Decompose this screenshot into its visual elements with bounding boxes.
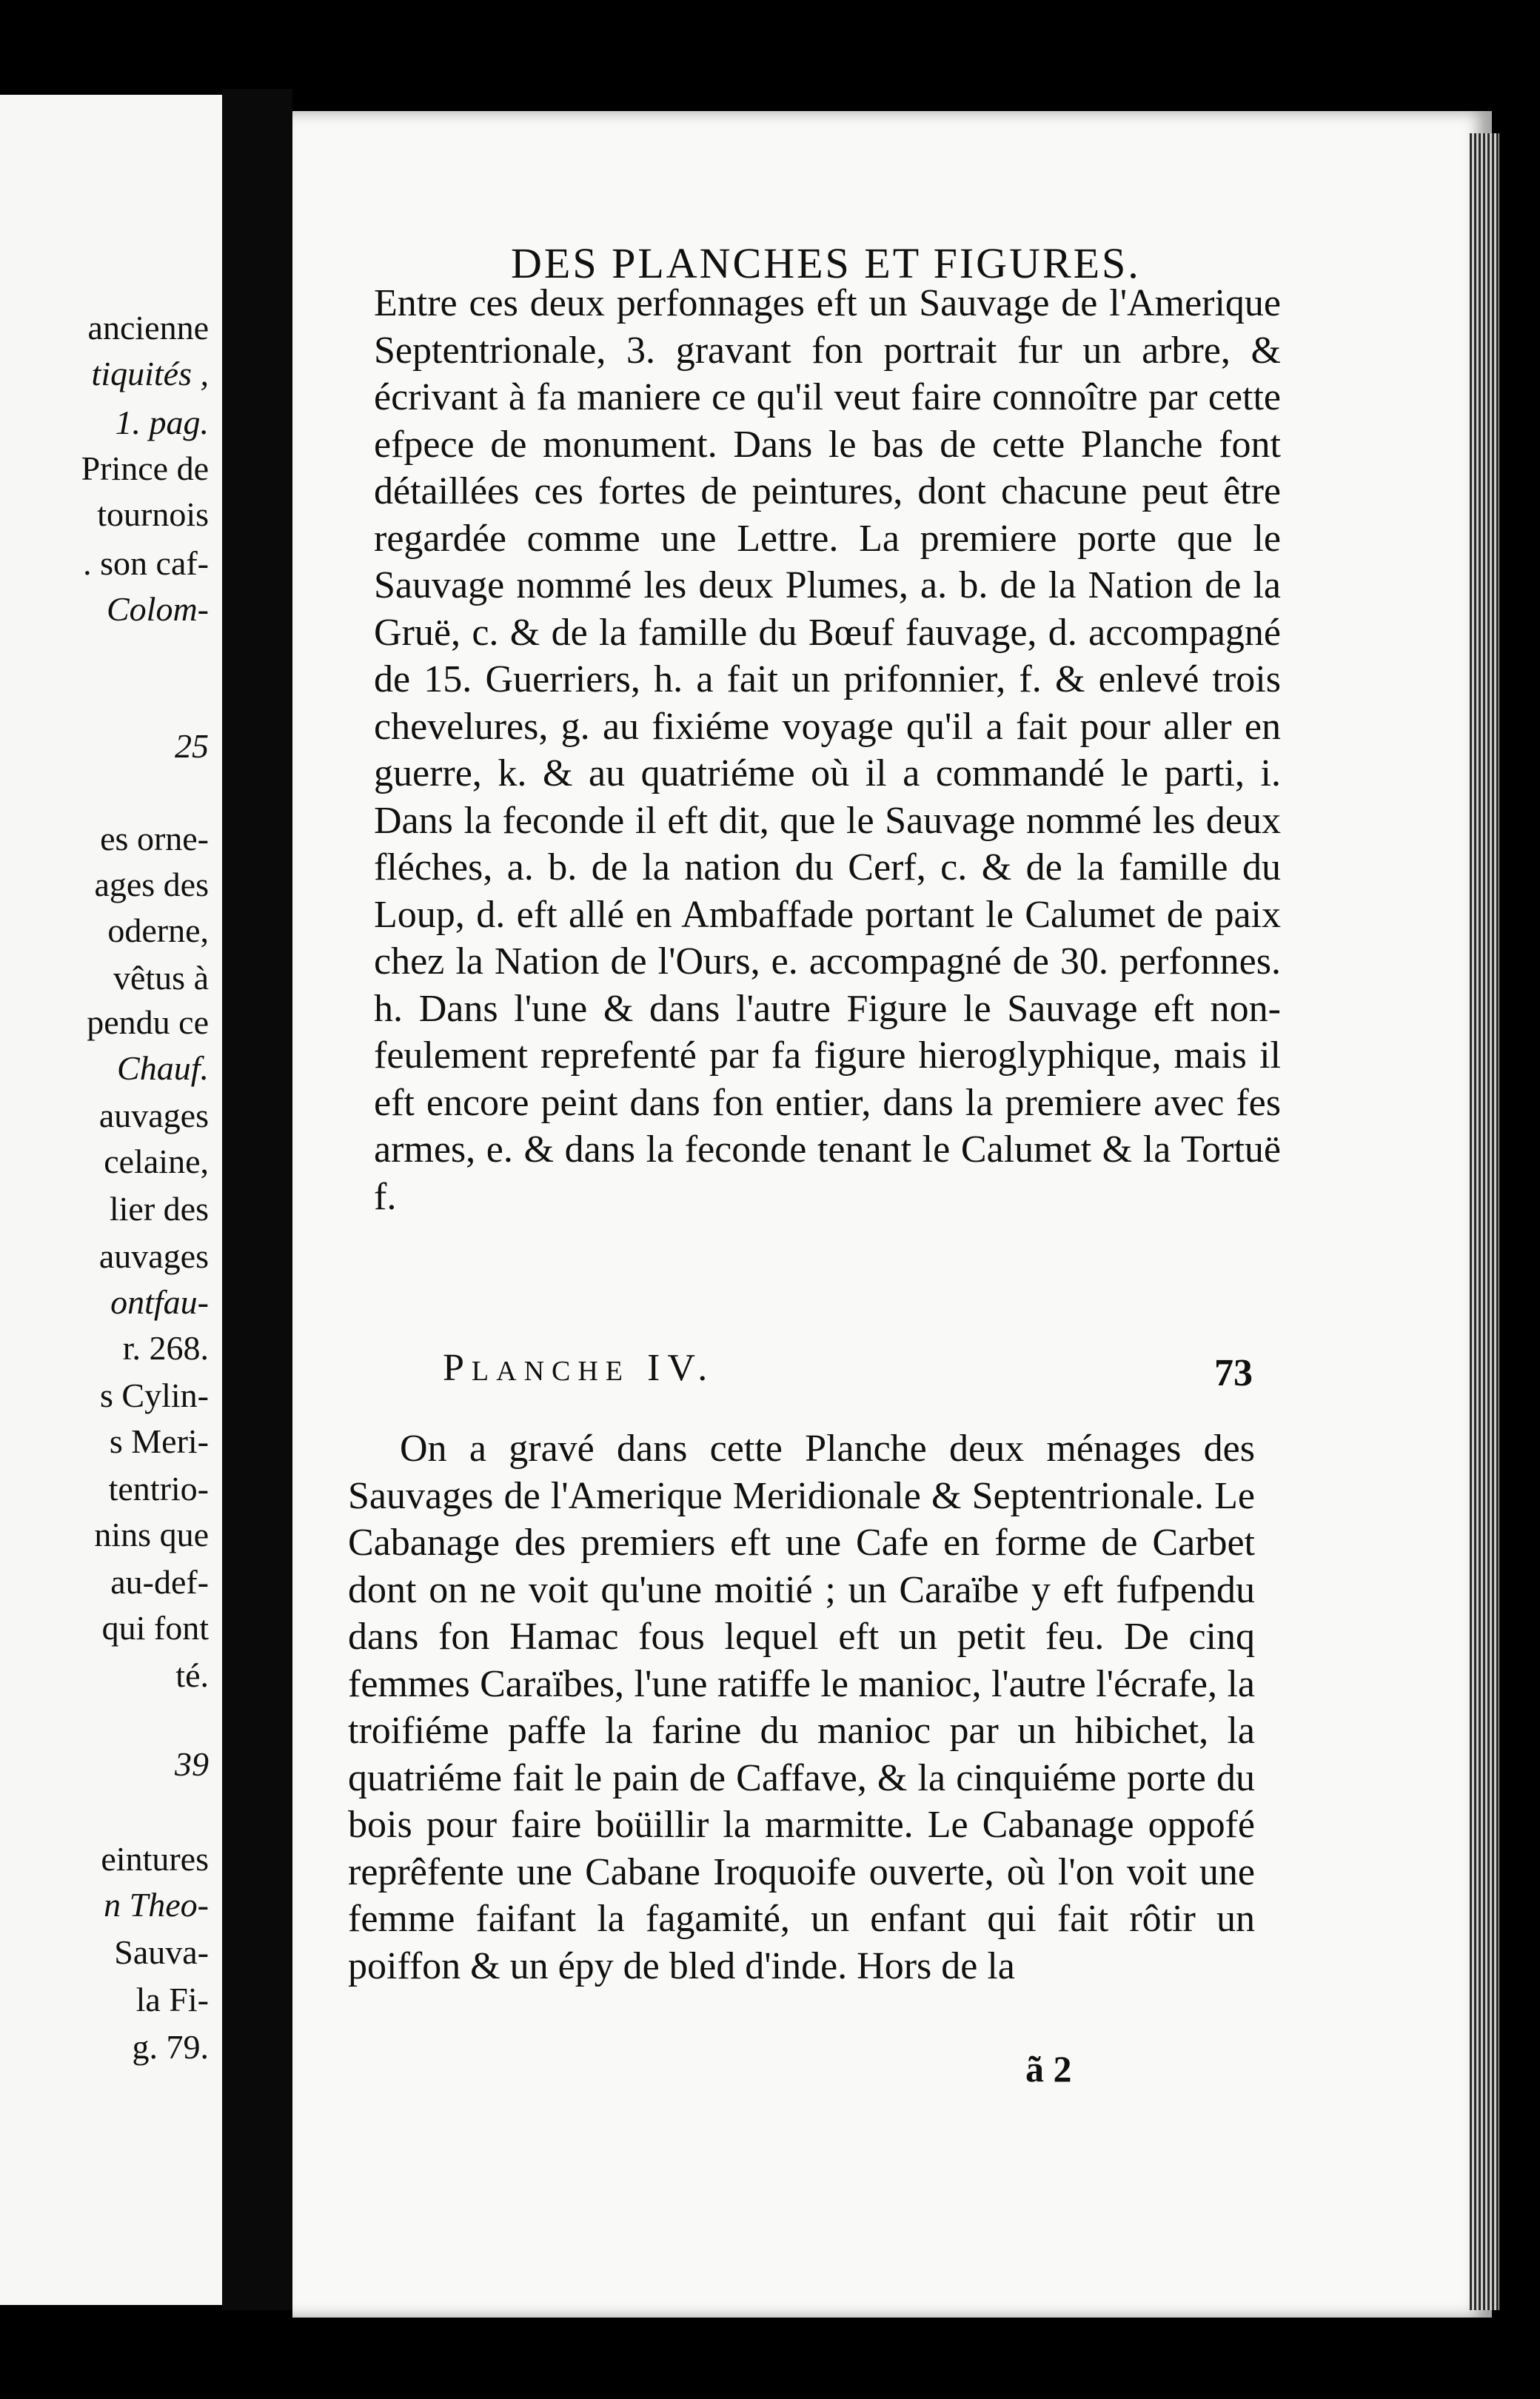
left-page-line: Prince de <box>81 449 209 487</box>
left-page-line: auvages <box>98 1237 209 1275</box>
left-page-line: r. 268. <box>122 1329 209 1367</box>
plate-title-smallcaps: LANCHE <box>471 1356 631 1387</box>
left-page-line: pendu ce <box>87 1003 209 1041</box>
page-number: 73 <box>1214 1352 1253 1394</box>
paragraph-2: On a gravé dans cette Planche deux ménages des Sauvages de l'Amerique Meridionale & Septentrionale. Le Cabanage des premiers eft une Cafe en forme de Carbet dont on ne voit qu'une moitié ; un Caraïbe y eft fufpendu dans fon Hamac fous lequel eft un petit feu. De cinq femmes Caraïbes, l'une ratiffe le manioc, l'autre l'écrafe, la troifiéme paffe la farine du manioc par un hibichet, la quatriéme fait le pain de Caffave, & la cinquiéme porte du bois pour faire boüillir la marmitte. Le Cabanage oppofé reprêfente une Cabane Iroquoife ouverte, où l'on voit une femme faifant la fagamité, un enfant qui fait rôtir un poiffon & un épy de bled d'inde. Hors de la <box>348 1428 1255 1987</box>
left-page-line: Chauf. <box>117 1049 209 1087</box>
left-page-line: vêtus à <box>113 959 209 997</box>
left-page-line: n Theo- <box>104 1886 209 1924</box>
left-page-line: auvages <box>98 1097 209 1134</box>
left-page-line: tournois <box>97 495 209 533</box>
left-page-line: . son caf- <box>83 544 209 582</box>
left-page-line: qui font <box>101 1609 209 1647</box>
left-page-line: ontfau- <box>110 1283 209 1321</box>
left-page-line: celaine, <box>104 1142 209 1180</box>
signature-mark: ã 2 <box>1025 2048 1072 2089</box>
left-page-line: s Cylin- <box>100 1376 209 1414</box>
page-edges <box>1470 133 1499 2310</box>
left-page-line: es orne- <box>100 820 209 857</box>
left-page-line: g. 79. <box>132 2028 209 2066</box>
plate-title <box>443 1346 714 1390</box>
left-page-line: nins que <box>94 1516 209 1553</box>
book-spine <box>222 89 292 2310</box>
left-page-line: tiquités , <box>91 355 209 392</box>
left-page-line: 1. pag. <box>115 404 209 441</box>
running-header: DES PLANCHES ET FIGURES. <box>511 239 1141 287</box>
left-page <box>0 95 222 2305</box>
paragraph-1: Entre ces deux perfonnages eft un Sauvage de l'Amerique Septentrionale, 3. gravant fon portrait fur un arbre, & écrivant à fa maniere ce qu'il veut faire connoître par cette efpece de monument. Dans le bas de cette Planche font détaillées ces fortes de peintures, dont chacune peut être regardée comme une Lettre. La premiere porte que le Sauvage nommé les deux Plumes, a. b. de la Nation de la Gruë, c. & de la famille du Bœuf fauvage, d. accompagné de 15. Guerriers, h. a fait un prifonnier, f. & enlevé trois chevelures, g. au fixiéme voyage qu'il a fait pour aller en guerre, k. & au quatriéme où il a commandé le parti, i. Dans la feconde il eft dit, que le Sauvage nommé les deux fléches, a. b. de la nation du Cerf, c. & de la famille du Loup, d. eft allé en Ambaffade portant le Calumet de paix chez la Nation de l'Ours, e. accompagné de 30. perfonnes. h. Dans l'une & dans l'autre Figure le Sauvage eft non-feulement reprefenté par fa figure hieroglyphique, mais il eft encore peint dans fon entier, dans la premiere avec fes armes, e. & dans la feconde tenant le Calumet & la Tortuë f. <box>374 282 1281 1218</box>
left-page-line: lier des <box>109 1190 209 1228</box>
left-page-line: eintures <box>101 1840 209 1878</box>
left-page-line: la Fi- <box>135 1981 209 2018</box>
left-page-line: 25 <box>175 727 209 765</box>
left-page-line: s Meri- <box>109 1422 209 1460</box>
plate-title-initial: P <box>443 1347 472 1389</box>
left-page-line: Sauva- <box>114 1933 209 1971</box>
plate-title-number: IV. <box>630 1347 715 1389</box>
left-page-line: tentrio- <box>108 1470 209 1508</box>
left-page-line: au-def- <box>110 1563 209 1601</box>
left-page-line: 39 <box>175 1745 209 1783</box>
left-page-line: ages des <box>94 866 209 903</box>
left-page-line: oderne, <box>107 911 209 949</box>
left-page-line: ancienne <box>87 309 209 347</box>
left-page-line: Colom- <box>107 590 209 628</box>
left-page-line: té. <box>175 1656 209 1694</box>
